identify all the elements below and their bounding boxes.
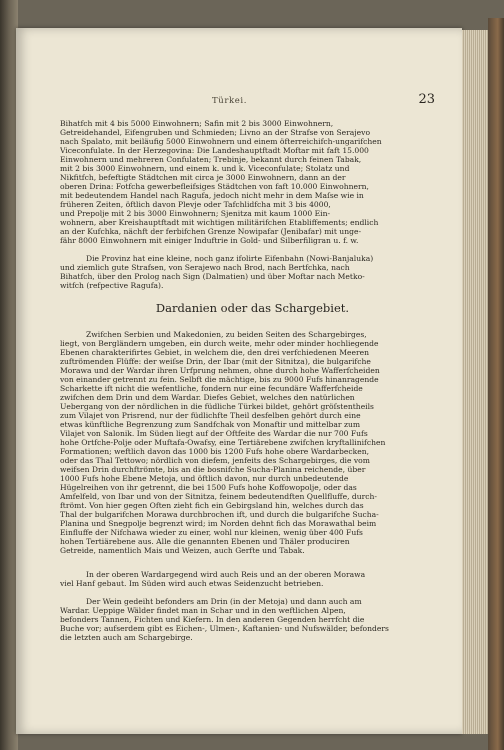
text-line: an der Kufchka, nächft der ferbifchen Grenze Nowipafar (Jenibafar) mit unge- — [60, 227, 362, 237]
text-line: oberen Drina: Fotfcha gewerbefleifsiges Städtchen von faft 10.000 Einwohnern, — [60, 182, 369, 192]
text-line: Morawa und der Wardar ihren Urfprung nehmen, ohne durch hohe Wafferfcheiden — [60, 366, 380, 376]
text-line: fähr 8000 Einwohnern mit einiger Induftrie in Gold- und Silberfiligran u. f. w. — [60, 236, 359, 246]
text-line: ftrömt. Von hier gegen Often zieht fich ein Gebirgsland hin, welches durch das — [60, 501, 364, 511]
text-line: nach Spalato, mit beiläufig 5000 Einwohnern und einem öfterreichifch-ungarifchen — [60, 137, 382, 147]
page-number: 23 — [418, 92, 435, 107]
text-line: Zwifchen Serbien und Makedonien, zu beiden Seiten des Schargebirges, — [86, 330, 367, 339]
section-heading: Dardanien oder das Schargebiet. — [155, 301, 350, 315]
text-line: oder das Thal Tettowo; nördlich von diefem, jenfeits des Schargebirges, die vom — [60, 456, 370, 466]
text-line: Viceconfulate. In der Herzegovina: Die Landeshauptftadt Moftar mit faft 15.000 — [60, 146, 369, 156]
text-line: Amfelfeld, von Ibar und von der Sitnitza, feinem bedeutendften Quellfluffe, durch- — [60, 492, 377, 502]
text-line: befonders Tannen, Fichten und Kiefern. In den anderen Gegenden herrfcht die — [60, 615, 365, 625]
text-line: mit 2 bis 3000 Einwohnern, und einem k. und k. Viceconfulate; Stolatz und — [60, 164, 350, 174]
text-line: hohe Ortfche-Polje oder Muftafa-Owafsy, eine Tertiärebene zwifchen kryftallinifchen — [60, 438, 386, 448]
text-line: Thal der bulgarifchen Morawa durchbrochen ift, und durch die bulgarifche Sucha- — [60, 510, 379, 520]
text-line: von einander getrennt zu fein. Selbft die mächtige, bis zu 9000 Fufs hinanragende — [60, 375, 379, 385]
text-line: Der Wein gedeiht befonders am Drin (in der Metoja) und dann auch am — [86, 597, 362, 606]
text-line: mit bedeutendem Handel nach Ragufa, jedoch nicht mehr in dem Maſse wie in — [60, 191, 364, 201]
text-line: Getreide, namentlich Mais und Weizen, auch Gerfte und Tabak. — [60, 546, 305, 556]
text-line: Uebergang von der nördlichen in die füdliche Türkei bildet, gehört gröſstentheils — [60, 402, 374, 412]
book-cover-edge — [488, 18, 504, 750]
text-line: Formationen; weftlich davon das 1000 bis 1200 Fufs hohe obere Wardarbecken, — [60, 447, 370, 457]
text-line: die letzten auch am Schargebirge. — [60, 633, 193, 643]
text-line: Hügelreihen von ihr getrennt, die bei 1500 Fufs hohe Koffowopolje, oder das — [60, 483, 357, 493]
text-line: zum Vilajet von Prisrend, nur der füdlichfte Theil desfelben gehört durch eine — [60, 411, 361, 421]
text-line: hohen Tertiärebene aus. Alle die genannten Ebenen und Thäler produciren — [60, 537, 350, 547]
text-line: früheren Zeiten, öftlich davon Plevje oder Tafchlidfcha mit 3 bis 4000, — [60, 200, 331, 210]
text-line: Scharkette ift nicht die wefentliche, fondern nur eine fecundäre Wafferfcheide — [60, 384, 363, 394]
text-line: und Prepolje mit 2 bis 3000 Einwohnern; Sjenitza mit kaum 1000 Ein- — [60, 209, 331, 219]
text-line: In der oberen Wardargegend wird auch Reis und an der oberen Morawa — [86, 570, 366, 579]
text-line: viel Hanf gebaut. Im Süden wird auch etwas Seidenzucht betrieben. — [60, 579, 324, 588]
text-line: Buche vor; aufserdem gibt es Eichen-, Ulmen-, Kaftanien- und Nufswälder, befonders — [60, 624, 389, 634]
text-line: und ziemlich gute Strafsen, von Serajewo nach Brod, nach Bertfchka, nach — [60, 263, 350, 273]
running-head: Türkei. — [212, 96, 248, 106]
text-line: Getreidehandel, Eifengruben und Schmieden; Livno an der Strafse von Serajevo — [60, 128, 371, 138]
paragraph-dardania — [60, 330, 445, 555]
text-line: Nikfitfch, befeftigte Städtchen mit circa je 3000 Einwohnern, dann an der — [60, 173, 346, 183]
paragraph-wine-forests — [60, 597, 445, 642]
paragraph-bosnia-towns — [60, 119, 445, 245]
paragraph-rice — [60, 570, 445, 579]
text-line: Ebenen charakterifirtes Gebiet, in welchem die, den drei verfchiedenen Meeren — [60, 348, 370, 358]
text-line: witfch (refpective Ragufa). — [60, 281, 164, 291]
text-line: Wardar. Ueppige Wälder findet man in Schar und in den weftlichen Alpen, — [60, 606, 346, 616]
page-edges — [462, 30, 488, 734]
text-line: 1000 Fufs hohe Ebene Metoja, und öftlich davon, nur durch unbedeutende — [60, 474, 349, 484]
text-line: Planina und Snegpolje begrenzt wird; im Norden dehnt fich das Morawathal beim — [60, 519, 377, 529]
text-line: zwifchen dem Drin und dem Wardar. Diefes Gebiet, welches den natürlichen — [60, 393, 355, 403]
text-line: Die Provinz hat eine kleine, noch ganz ifolirte Eifenbahn (Nowi-Banjaluka) — [86, 254, 374, 263]
paragraph-hemp — [60, 579, 445, 588]
text-line: liegt, von Bergländern umgeben, ein durch weite, mehr oder minder hochliegende — [60, 339, 379, 349]
text-line: Einwohnern und mehreren Confulaten; Trebinje, bekannt durch feinen Tabak, — [60, 155, 362, 165]
text-line: Einfluffe der Nifchawa wieder zu einer, wohl nur kleinen, wenig über 400 Fufs — [60, 528, 363, 538]
text-line: etwas künftliche Begrenzung zum Sandfchak von Monaftir und mittelbar zum — [60, 420, 361, 430]
text-line: Bihatfch mit 4 bis 5000 Einwohnern; Safin mit 2 bis 3000 Einwohnern, — [60, 119, 334, 128]
page-header — [60, 92, 460, 112]
text-line: weifsen Drin durchftrömte, bis an die bosnifche Sucha-Planina reichende, über — [60, 465, 366, 475]
text-line: Vilajet von Salonik. Im Süden liegt auf der Oftfeite des Wardar die nur 700 Fufs — [60, 429, 368, 439]
paragraph-railway — [60, 254, 445, 290]
text-line: Bihatfch, über den Prolog nach Sign (Dalmatien) und über Moftar nach Metko- — [60, 272, 365, 282]
text-line: zuftrömenden Flüffe: der weiſse Drin, der Ibar (mit der Sitnitza), die bulgarifche — [60, 357, 371, 367]
text-line: wohnern, aber Kreishauptftadt mit wichtigen militärifchen Etabliffements; endlich — [60, 218, 379, 228]
